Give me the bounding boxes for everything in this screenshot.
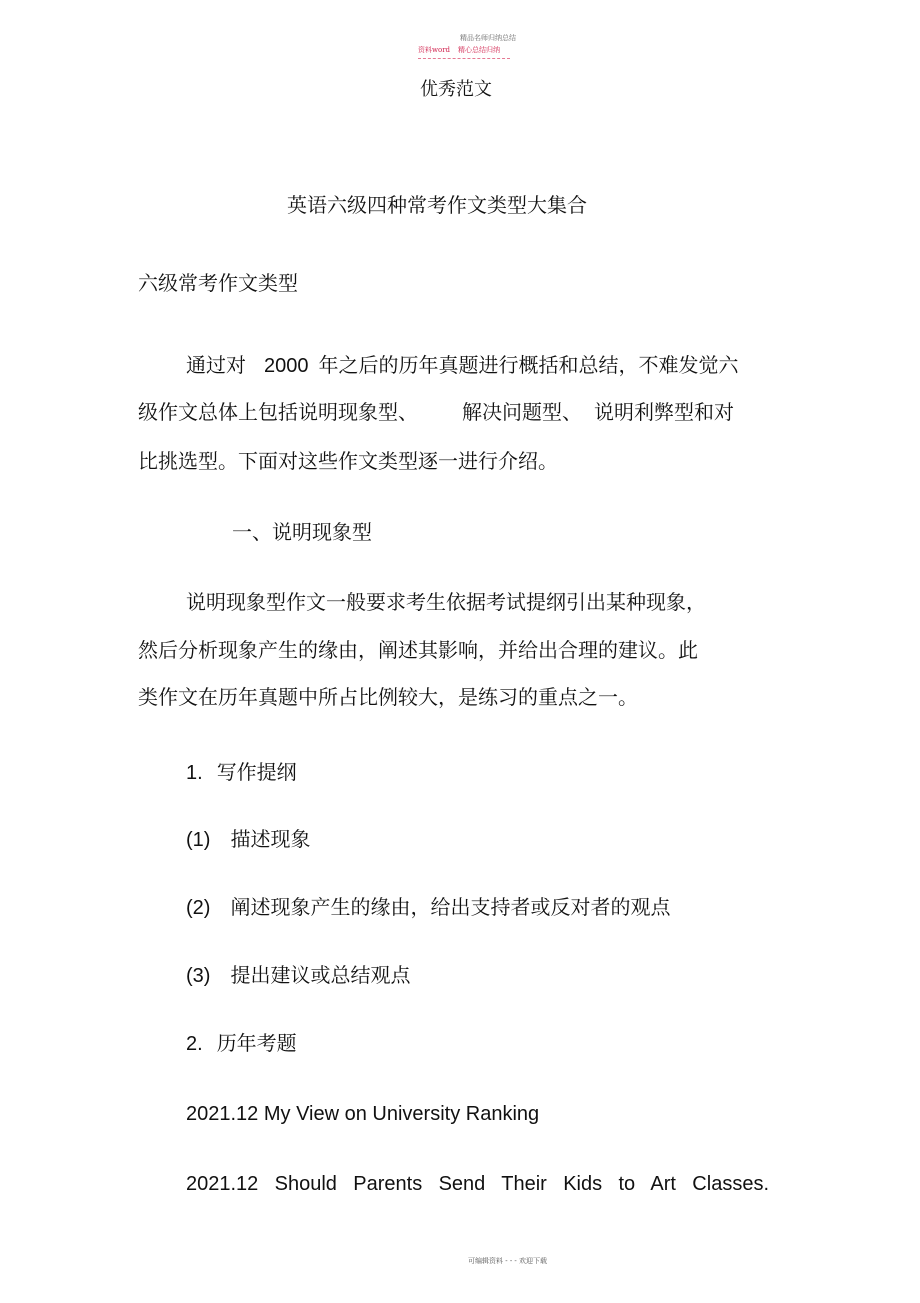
- section1-line-3: 类作文在历年真题中所占比例较大，是练习的重点之一。: [138, 685, 638, 709]
- section-heading-1: 一、说明现象型: [232, 520, 372, 544]
- intro-text-c: 级作文总体上包括说明现象型、: [138, 400, 418, 424]
- header-subnote: [418, 45, 500, 55]
- outline-number: 1.: [186, 762, 203, 784]
- outline-item-number: (2): [186, 897, 211, 919]
- outline-item-text: 提出建议或总结观点: [230, 963, 411, 987]
- outline-item-number: (1): [186, 829, 211, 851]
- section1-line-1: 说明现象型作文一般要求考生依据考试提纲引出某种现象，: [186, 590, 706, 614]
- outline-item: [186, 895, 670, 920]
- section1-line-2: 然后分析现象产生的缘由，阐述其影响，并给出合理的建议。此: [138, 638, 698, 662]
- outline-item-number: (3): [186, 965, 211, 987]
- intro-year: 2000: [264, 355, 309, 377]
- intro-text-b: 年之后的历年真题进行概括和总结，不难发觉六: [318, 353, 739, 377]
- outline-item: [186, 827, 310, 852]
- intro-line-2: [138, 400, 734, 424]
- section-subtitle: 六级常考作文类型: [138, 271, 298, 295]
- past-topics-number: 2.: [186, 1033, 203, 1055]
- outline-title: 写作提纲: [216, 760, 297, 784]
- intro-text-a: 通过对: [186, 353, 246, 377]
- doc-label: 优秀范文: [420, 79, 492, 100]
- page-footer: 可编辑资料 - - - 欢迎下载: [468, 1257, 547, 1265]
- outline-item-text: 描述现象: [230, 827, 311, 851]
- header-subnote-left: 资料word: [418, 46, 451, 54]
- header-divider: [418, 58, 510, 59]
- intro-text-e: 说明利弊型和对: [594, 400, 734, 424]
- header-subnote-right: 精心总结归纳: [458, 46, 501, 54]
- past-topic-item: 2021.12 My View on University Ranking: [186, 1103, 540, 1125]
- intro-line-1: [186, 353, 739, 378]
- past-topic-item: 2021.12 Should Parents Send Their Kids to Art Classes.: [186, 1173, 769, 1195]
- past-topics-title: 历年考题: [216, 1031, 297, 1055]
- outline-item-text: 阐述现象产生的缘由，给出支持者或反对者的观点: [230, 895, 671, 919]
- intro-line-3: 比挑选型。下面对这些作文类型逐一进行介绍。: [138, 449, 558, 473]
- page-title: 英语六级四种常考作文类型大集合: [287, 193, 587, 217]
- outline-heading: [186, 760, 297, 785]
- past-topics-heading: [186, 1031, 297, 1056]
- outline-item: [186, 963, 410, 988]
- intro-text-d: 解决问题型、: [462, 400, 582, 424]
- header-note: 精品名师归纳总结: [460, 34, 516, 42]
